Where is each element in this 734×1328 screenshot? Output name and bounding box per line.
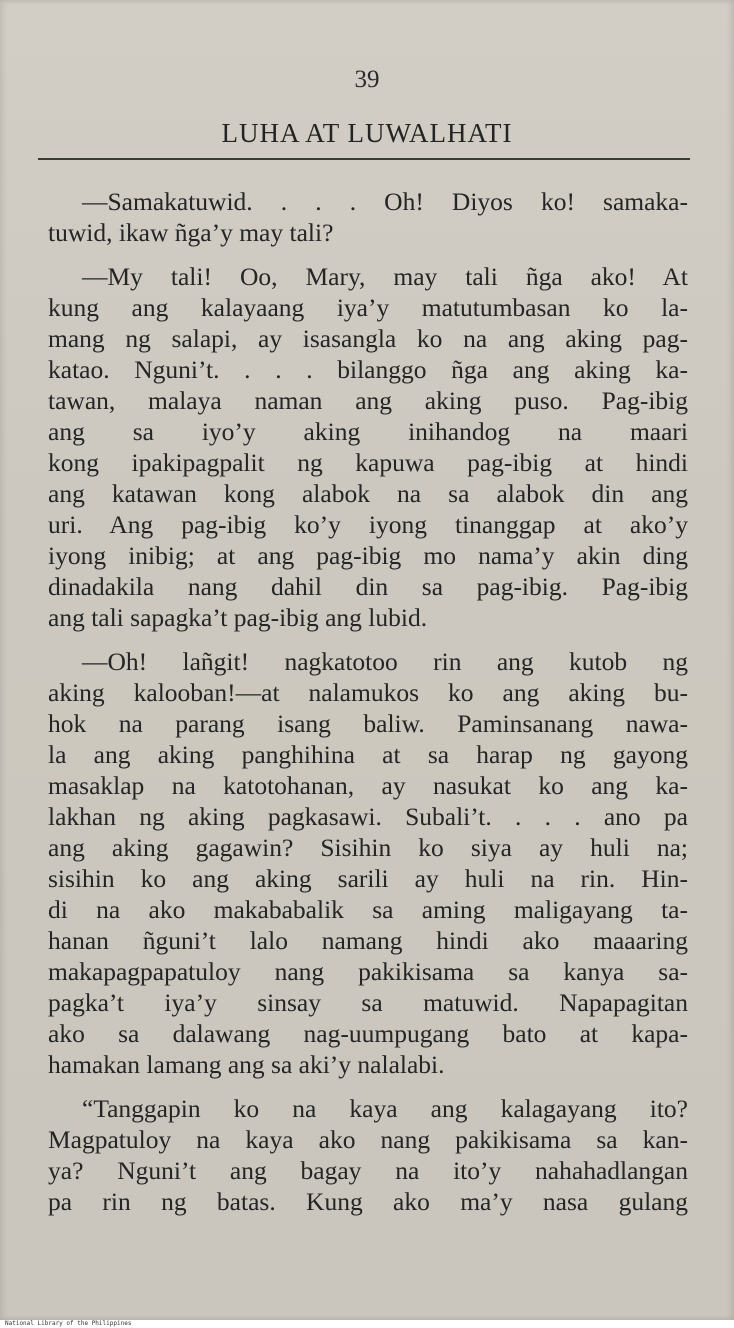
text-line: uri. Ang pag-ibig ko’y iyong tinanggap at ako’y <box>48 510 688 539</box>
paragraph <box>48 1093 688 1217</box>
paragraph <box>48 186 688 248</box>
text-line: ang aking gagawin? Sisihin ko siya ay huli na; <box>48 833 688 862</box>
text-line: hanan ñguni’t lalo namang hindi ako maaaring <box>48 926 688 955</box>
text-line: la ang aking panghihina at sa harap ng gayong <box>48 740 688 769</box>
text-line: lakhan ng aking pagkasawi. Subali’t. . . . ano pa <box>48 802 688 831</box>
text-line: —Oh! lañgit! nagkatotoo rin ang kutob ng <box>82 647 688 676</box>
text-line: ang katawan kong alabok na sa alabok din ang <box>48 479 688 508</box>
text-line: ya? Nguni’t ang bagay na ito’y nahahadlangan <box>48 1156 688 1185</box>
text-line: ang sa iyo’y aking inihandog na maari <box>48 417 688 446</box>
text-line: —My tali! Oo, Mary, may tali ñga ako! At <box>82 262 688 291</box>
paragraph <box>48 646 688 1080</box>
running-title: LUHA AT LUWALHATI <box>221 118 513 148</box>
text-line: Magpatuloy na kaya ako nang pakikisama sa kan- <box>48 1125 688 1154</box>
text-line: ang tali sapagka’t pag-ibig ang lubid. <box>48 603 428 632</box>
library-credit: National Library of the Philippines <box>2 1320 134 1328</box>
text-line: kung ang kalayaang iya’y matutumbasan ko la- <box>48 293 688 322</box>
text-line: —Samakatuwid. . . . Oh! Diyos ko! samaka- <box>82 187 688 216</box>
text-line: kong ipakipagpalit ng kapuwa pag-ibig at hindi <box>48 448 688 477</box>
text-line: “Tanggapin ko na kaya ang kalagayang ito? <box>82 1094 688 1123</box>
header-rule <box>38 158 690 160</box>
body-text <box>48 186 688 1230</box>
text-line: tawan, malaya naman ang aking puso. Pag-ibig <box>48 386 688 415</box>
text-line: ako sa dalawang nag-uumpugang bato at kapa- <box>48 1019 688 1048</box>
text-line: makapagpapatuloy nang pakikisama sa kanya sa- <box>48 957 688 986</box>
text-line: tuwid, ikaw ñga’y may tali? <box>48 218 334 247</box>
text-line: di na ako makababalik sa aming maligayang ta- <box>48 895 688 924</box>
text-line: katao. Nguni’t. . . . bilanggo ñga ang aking ka- <box>48 355 688 384</box>
text-line: pa rin ng batas. Kung ako ma’y nasa gulang <box>48 1187 688 1216</box>
text-line: sisihin ko ang aking sarili ay huli na rin. Hin- <box>48 864 688 893</box>
text-line: hok na parang isang baliw. Paminsanang nawa- <box>48 709 688 738</box>
text-line: hamakan lamang ang sa aki’y nalalabi. <box>48 1050 445 1079</box>
text-line: dinadakila nang dahil din sa pag-ibig. Pag-ibig <box>48 572 688 601</box>
text-line: pagka’t iya’y sinsay sa matuwid. Napapagitan <box>48 988 688 1017</box>
text-line: iyong inibig; at ang pag-ibig mo nama’y akin ding <box>48 541 688 570</box>
text-line: mang ng salapi, ay isasangla ko na ang aking pag- <box>48 324 688 353</box>
text-line: masaklap na katotohanan, ay nasukat ko ang ka- <box>48 771 688 800</box>
text-line: aking kalooban!—at nalamukos ko ang aking bu- <box>48 678 688 707</box>
paragraph <box>48 261 688 633</box>
page-number: 39 <box>354 66 380 93</box>
